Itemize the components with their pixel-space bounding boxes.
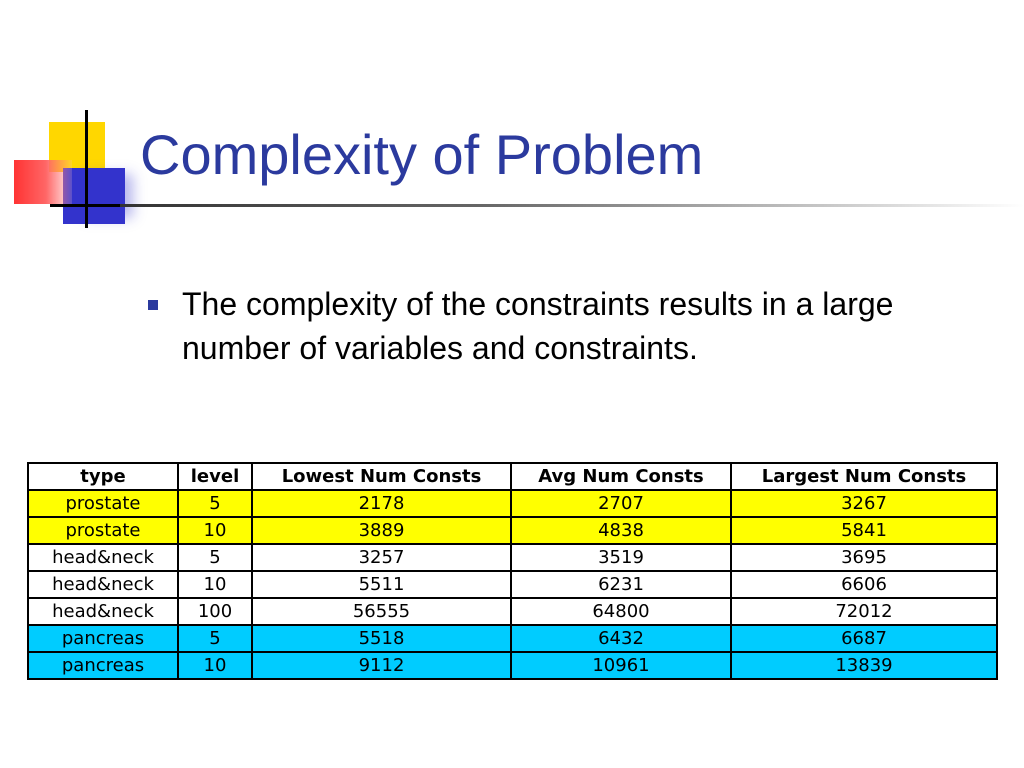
table-row — [28, 517, 997, 544]
cell-lowest: 5511 — [252, 571, 511, 598]
table-row — [28, 598, 997, 625]
cell-avg: 64800 — [511, 598, 731, 625]
cell-lowest: 56555 — [252, 598, 511, 625]
cell-type: prostate — [28, 490, 178, 517]
title-underline-rule — [120, 204, 1024, 207]
table-row — [28, 652, 997, 679]
cell-type: pancreas — [28, 652, 178, 679]
cell-type: pancreas — [28, 625, 178, 652]
cell-type: head&neck — [28, 571, 178, 598]
header-largest: Largest Num Consts — [731, 463, 997, 490]
cell-lowest: 9112 — [252, 652, 511, 679]
cell-avg: 6231 — [511, 571, 731, 598]
cell-type: head&neck — [28, 598, 178, 625]
slide-title: Complexity of Problem — [140, 123, 704, 186]
cell-avg: 6432 — [511, 625, 731, 652]
cell-level: 100 — [178, 598, 252, 625]
header-avg: Avg Num Consts — [511, 463, 731, 490]
cell-avg: 10961 — [511, 652, 731, 679]
header-lowest: Lowest Num Consts — [252, 463, 511, 490]
cell-largest: 13839 — [731, 652, 997, 679]
cell-level: 5 — [178, 490, 252, 517]
table-row — [28, 625, 997, 652]
header-level: level — [178, 463, 252, 490]
logo-vertical-line — [85, 110, 88, 228]
cell-level: 5 — [178, 625, 252, 652]
square-bullet-icon — [148, 300, 158, 310]
cell-type: head&neck — [28, 544, 178, 571]
logo-blue-square — [63, 168, 125, 224]
table-row — [28, 571, 997, 598]
cell-lowest: 3889 — [252, 517, 511, 544]
constraints-table — [27, 462, 998, 680]
cell-largest: 3695 — [731, 544, 997, 571]
cell-level: 10 — [178, 652, 252, 679]
bullet-text: The complexity of the constraints results in a large number of variables and constraints. — [182, 286, 894, 366]
cell-lowest: 5518 — [252, 625, 511, 652]
cell-lowest: 2178 — [252, 490, 511, 517]
cell-largest: 3267 — [731, 490, 997, 517]
bullet-item — [148, 282, 1008, 370]
logo-red-square — [14, 160, 72, 204]
logo-horizontal-line — [50, 204, 130, 207]
cell-largest: 72012 — [731, 598, 997, 625]
cell-largest: 5841 — [731, 517, 997, 544]
cell-type: prostate — [28, 517, 178, 544]
cell-lowest: 3257 — [252, 544, 511, 571]
cell-avg: 2707 — [511, 490, 731, 517]
header-type: type — [28, 463, 178, 490]
slide-logo-decoration — [0, 100, 140, 230]
cell-avg: 3519 — [511, 544, 731, 571]
table-row — [28, 544, 997, 571]
cell-largest: 6606 — [731, 571, 997, 598]
cell-level: 10 — [178, 517, 252, 544]
cell-avg: 4838 — [511, 517, 731, 544]
table-row — [28, 490, 997, 517]
cell-level: 10 — [178, 571, 252, 598]
cell-largest: 6687 — [731, 625, 997, 652]
cell-level: 5 — [178, 544, 252, 571]
table-header-row — [28, 463, 997, 490]
